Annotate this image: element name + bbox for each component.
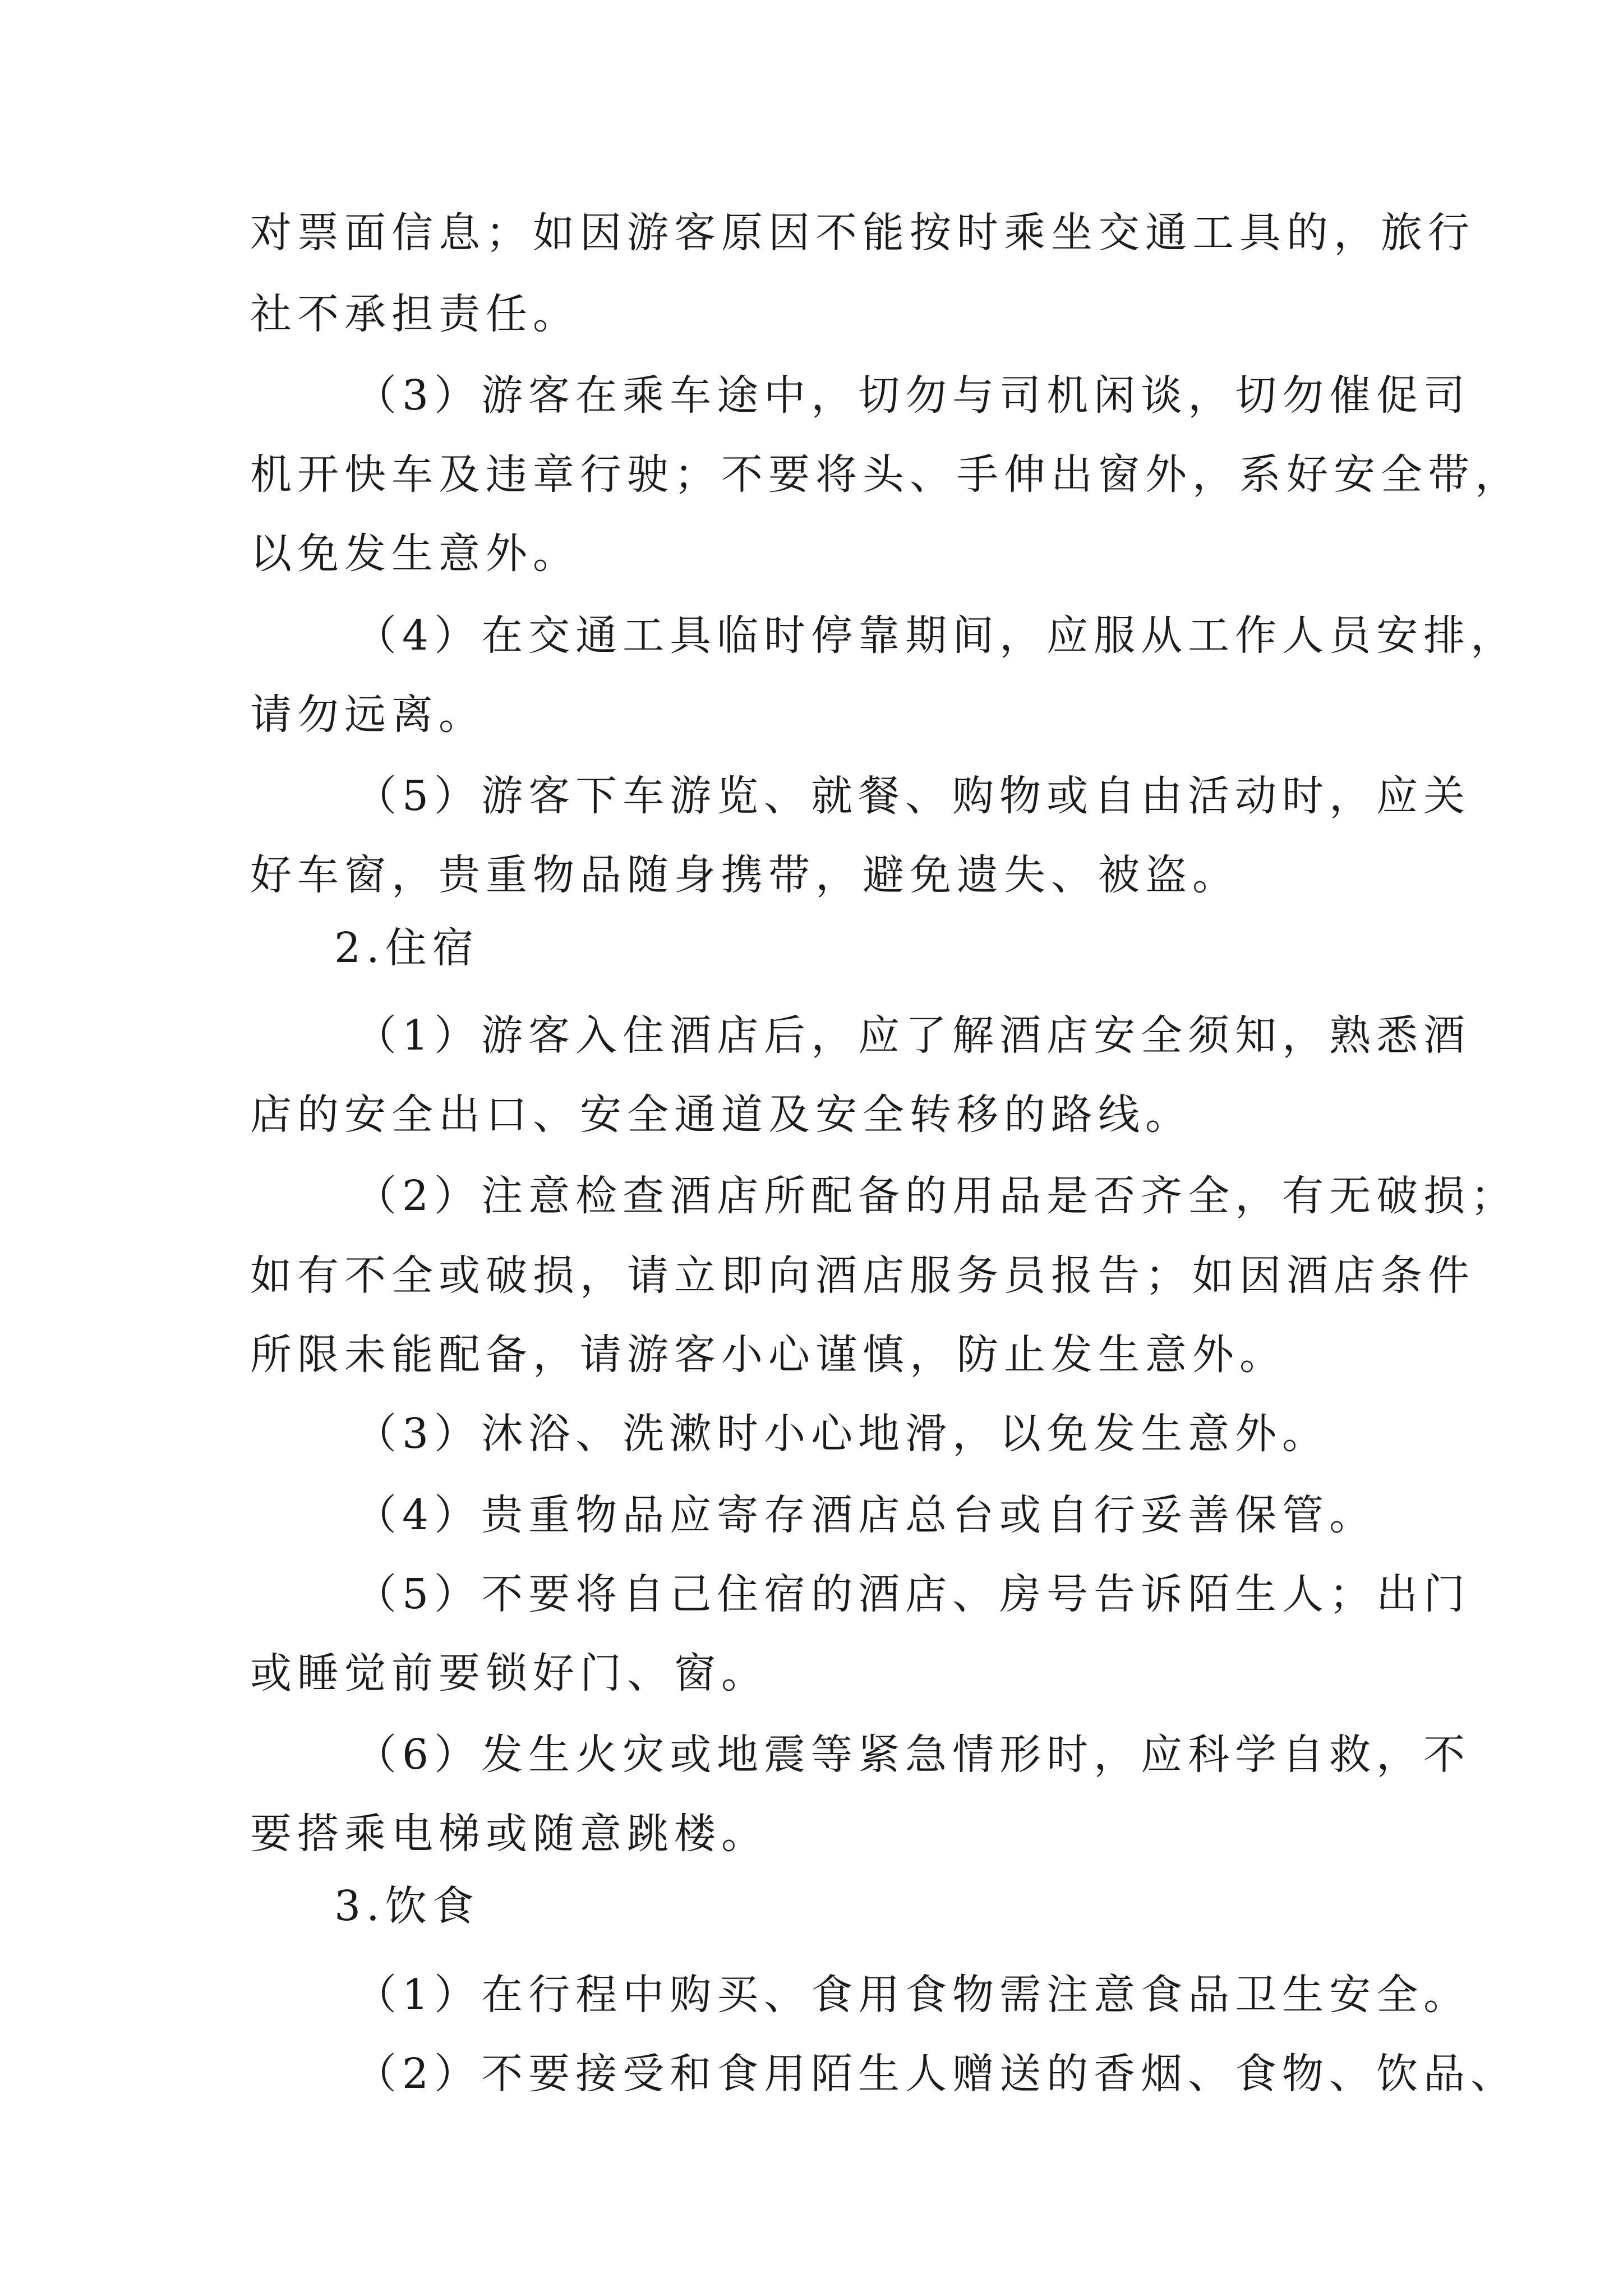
text-line: 社不承担责任。	[250, 290, 580, 338]
text-line: 以免发生意外。	[250, 530, 580, 578]
text-line: 好车窗，贵重物品随身携带，避免遗失、被盗。	[250, 851, 1239, 899]
text-line: （2）注意检查酒店所配备的用品是否齐全，有无破损；	[355, 1172, 1518, 1220]
section-heading: 2.住宿	[334, 924, 479, 972]
text-line: （3）沐浴、洗漱时小心地滑，以免发生意外。	[355, 1410, 1330, 1458]
text-line: （5）不要将自己住宿的酒店、房号告诉陌生人；出门	[355, 1570, 1471, 1618]
section-heading: 3.饮食	[334, 1882, 479, 1930]
text-line: （4）贵重物品应寄存酒店总台或自行妥善保管。	[355, 1491, 1377, 1539]
text-line: 所限未能配备，请游客小心谨慎，防止发生意外。	[250, 1331, 1287, 1379]
text-line: （3）游客在乘车途中，切勿与司机闲谈，切勿催促司	[355, 371, 1471, 420]
text-line: （1）游客入住酒店后，应了解酒店安全须知，熟悉酒	[355, 1011, 1471, 1060]
text-line: 如有不全或破损，请立即向酒店服务员报告；如因酒店条件	[250, 1251, 1475, 1300]
text-line: 对票面信息；如因游客原因不能按时乘坐交通工具的，旅行	[250, 209, 1475, 257]
text-line: （6）发生火灾或地震等紧急情形时，应科学自救，不	[355, 1731, 1471, 1779]
text-line: 机开快车及违章行驶；不要将头、手伸出窗外，系好安全带，	[250, 450, 1522, 499]
text-line: 店的安全出口、安全通道及安全转移的路线。	[250, 1091, 1192, 1139]
text-line: 或睡觉前要锁好门、窗。	[250, 1649, 768, 1697]
text-line: （5）游客下车游览、就餐、购物或自由活动时，应关	[355, 772, 1471, 820]
text-line: 要搭乘电梯或随意跳楼。	[250, 1810, 768, 1858]
text-line: 请勿远离。	[250, 691, 486, 739]
text-line: （4）在交通工具临时停靠期间，应服从工作人员安排，	[355, 611, 1518, 660]
text-line: （2）不要接受和食用陌生人赠送的香烟、食物、饮品、	[355, 2050, 1518, 2098]
text-line: （1）在行程中购买、食用食物需注意食品卫生安全。	[355, 1971, 1471, 2019]
